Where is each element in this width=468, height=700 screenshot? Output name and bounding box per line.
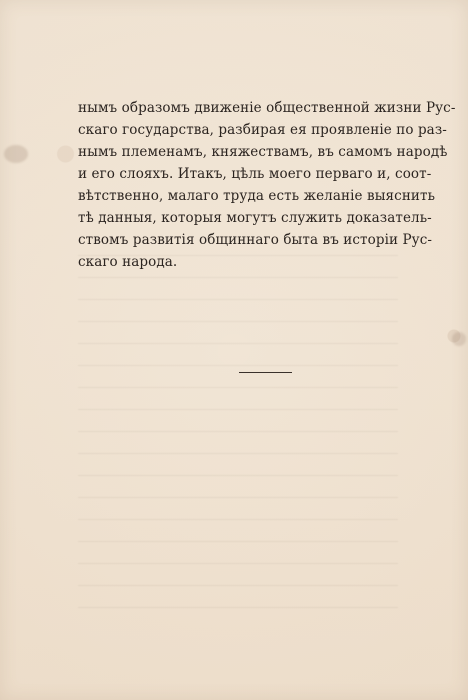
text-line-4: и его слояхъ. Итакъ, цѣль моего перваго и, соот- [78, 166, 432, 182]
paper-stain-right [452, 332, 466, 346]
main-text-block [78, 97, 456, 273]
text-line-5: вѣтственно, малаго труда есть желанiе выяснить [78, 188, 436, 204]
paper-stain-left [4, 145, 28, 163]
text-line-7: ствомъ развитiя общиннаго быта въ исторiи Рус- [78, 232, 433, 248]
text-line-1: нымъ образомъ движенiе общественной жизни Рус- [78, 100, 456, 116]
section-divider-rule [239, 372, 292, 373]
text-line-8: скаго народа. [78, 254, 178, 270]
text-line-3: нымъ племенамъ, княжествамъ, въ самомъ народѣ [78, 144, 448, 160]
bleed-through-text [78, 255, 398, 615]
text-line-2: скаго государства, разбирая ея проявленiе по раз- [78, 122, 447, 138]
text-line-6: тѣ данныя, которыя могутъ служить доказатель- [78, 210, 432, 226]
